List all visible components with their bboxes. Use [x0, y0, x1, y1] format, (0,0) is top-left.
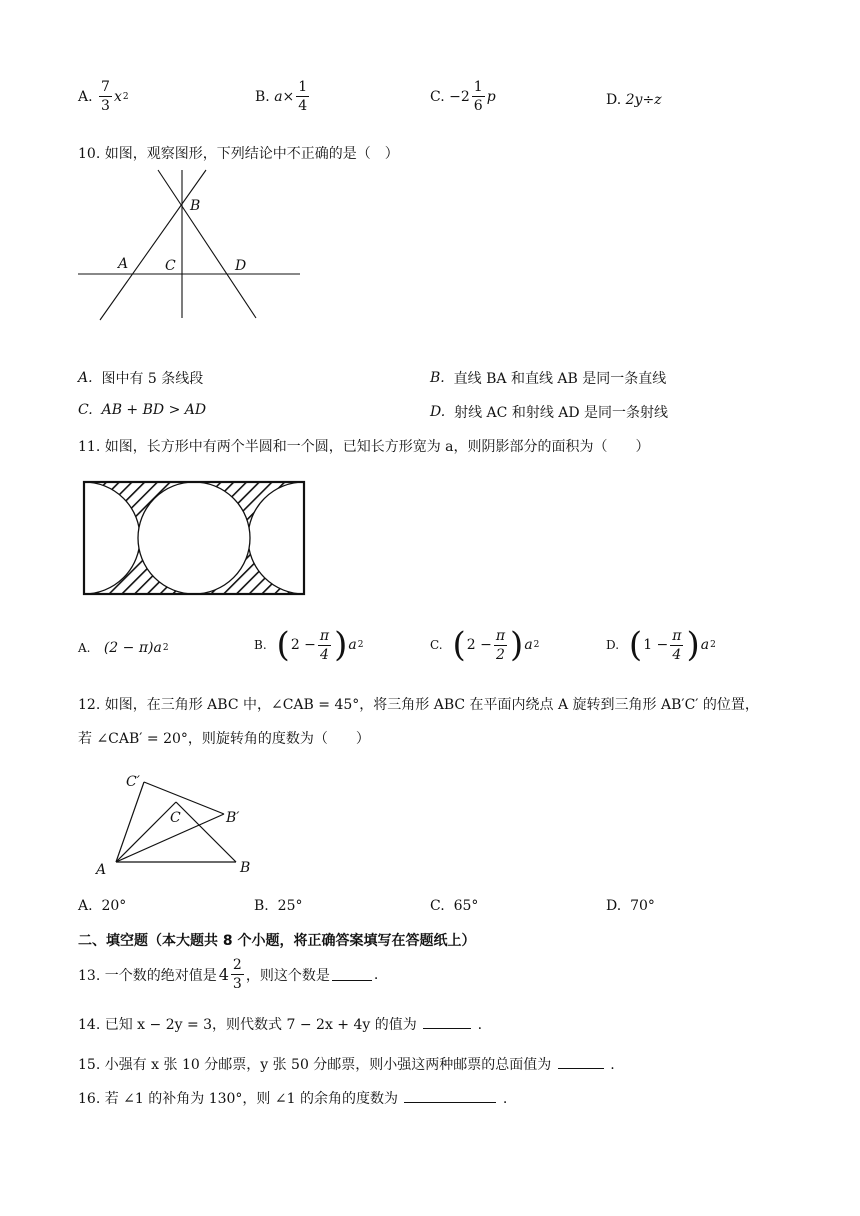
label-c: C	[165, 258, 176, 274]
answer-blank[interactable]	[332, 968, 372, 981]
q11-option-d-label: D.	[606, 638, 620, 652]
q16	[78, 1088, 507, 1108]
exponent: 2	[533, 640, 540, 650]
q10-option-a	[78, 368, 203, 388]
label-b: B	[240, 860, 251, 876]
denominator: 3	[101, 98, 110, 114]
variable: a	[524, 637, 533, 653]
q12-option-d-text: 70°	[630, 898, 655, 914]
expression: a×	[274, 88, 295, 105]
segment-ac-prime	[116, 782, 144, 862]
right-paren-icon: )	[510, 625, 524, 665]
denominator: 2	[495, 646, 505, 663]
q12-option-a	[78, 898, 126, 914]
q10-option-a-text: 图中有 5 条线段	[101, 371, 204, 387]
numerator: π	[495, 627, 506, 644]
q12-option-a-label: A.	[78, 898, 93, 914]
period: .	[373, 966, 379, 983]
q11-figure	[82, 480, 308, 598]
q11-option-b	[254, 625, 364, 665]
q11-option-a-label: A.	[78, 641, 91, 655]
q9-option-d-label: D.	[606, 92, 622, 108]
q10-figure	[76, 168, 306, 328]
label-c: C	[170, 810, 181, 826]
q12-option-b-label: B.	[254, 898, 269, 914]
variable: p	[486, 88, 496, 105]
q13-text: 13. 一个数的绝对值是	[78, 967, 217, 984]
variable: x	[113, 88, 122, 105]
line-ab	[100, 170, 206, 320]
exponent: 2	[357, 640, 364, 650]
q10-option-c-label: C.	[78, 402, 93, 418]
label-a: A	[96, 862, 107, 878]
numerator: π	[672, 627, 682, 644]
fraction	[472, 80, 485, 113]
q11-option-a	[78, 640, 169, 656]
label-d: D	[235, 258, 247, 274]
section-two-heading: 二、填空题（本大题共 8 个小题，将正确答案填写在答题纸上）	[78, 933, 476, 949]
fraction	[231, 958, 244, 991]
right-paren-icon: )	[334, 625, 348, 665]
q12-figure	[92, 770, 282, 880]
q9-option-b-label: B.	[255, 88, 270, 105]
q11-option-a-expression: (2 − π)a	[103, 640, 162, 656]
q13-text-post: ，则这个数是	[245, 967, 330, 984]
q10-option-c-text: AB + BD > AD	[101, 402, 207, 418]
label-b: B	[190, 198, 201, 214]
variable: a	[348, 637, 357, 653]
numerator: 2	[232, 957, 242, 973]
q15	[78, 1054, 615, 1074]
fraction	[296, 80, 309, 113]
q11-option-b-label: B.	[254, 638, 267, 652]
q11-option-d	[606, 625, 716, 665]
expression: 1 −	[643, 637, 669, 653]
numerator: 7	[101, 79, 110, 95]
period: .	[610, 1057, 615, 1073]
exponent: 2	[122, 91, 129, 102]
left-paren-icon: (	[276, 625, 290, 665]
q15-text: 15. 小强有 x 张 10 分邮票，y 张 50 分邮票，则小强这两种邮票的总面值为	[78, 1057, 552, 1073]
whole-number: 4	[218, 965, 229, 984]
q12-option-b-text: 25°	[277, 898, 303, 914]
expression: 2 −	[290, 637, 316, 653]
exponent: 2	[162, 643, 169, 653]
q12-option-c	[430, 898, 478, 914]
q11-option-c	[430, 625, 540, 665]
q13	[78, 958, 378, 991]
q12-option-a-text: 20°	[101, 898, 127, 914]
fraction	[494, 629, 507, 662]
denominator: 6	[473, 98, 483, 114]
q9-option-c-label: C.	[430, 88, 445, 105]
q10-stem: 10. 如图，观察图形，下列结论中不正确的是（ ）	[78, 146, 399, 162]
right-paren-icon: )	[686, 625, 700, 665]
denominator: 4	[298, 98, 308, 114]
q12-option-d	[606, 898, 655, 914]
segment-ac	[116, 802, 176, 862]
q9-option-d	[606, 92, 662, 108]
left-paren-icon: (	[628, 625, 643, 665]
answer-blank[interactable]	[404, 1090, 496, 1103]
answer-blank[interactable]	[558, 1056, 604, 1069]
denominator: 4	[672, 646, 682, 663]
whole-number: −2	[449, 88, 470, 105]
fraction	[99, 80, 112, 113]
line-bd	[158, 170, 256, 318]
variable: a	[700, 637, 710, 653]
q9-option-a	[78, 80, 129, 113]
q10-option-d	[430, 402, 668, 422]
fraction	[670, 629, 683, 662]
expression: 2y÷z	[625, 92, 662, 108]
expression: 2 −	[466, 637, 492, 653]
q9-option-b	[255, 80, 311, 113]
numerator: 1	[298, 79, 308, 95]
q10-option-b	[430, 368, 666, 388]
q12-option-c-text: 65°	[453, 898, 479, 914]
q12-option-b	[254, 898, 302, 914]
label-a: A	[118, 256, 129, 272]
q10-option-c	[78, 402, 206, 418]
q10-option-b-text: 直线 BA 和直线 AB 是同一条直线	[453, 371, 667, 387]
q12-stem-line1: 12. 如图，在三角形 ABC 中，∠CAB = 45°，将三角形 ABC 在平面内绕点 A 旋转到三角形 AB′C′ 的位置，	[78, 697, 759, 713]
exponent: 2	[710, 640, 716, 650]
label-c-prime: C′	[126, 774, 140, 790]
q10-option-d-text: 射线 AC 和射线 AD 是同一条射线	[454, 405, 669, 421]
q10-option-a-label: A.	[78, 370, 93, 386]
q9-option-c	[430, 80, 496, 113]
left-paren-icon: (	[452, 625, 466, 665]
q9-option-a-label: A.	[78, 88, 93, 105]
q10-option-d-label: D.	[430, 404, 446, 420]
label-b-prime: B′	[226, 810, 240, 826]
q12-stem-line2: 若 ∠CAB′ = 20°，则旋转角的度数为（ ）	[78, 731, 370, 747]
q10-option-b-label: B.	[430, 370, 445, 386]
denominator: 3	[232, 976, 242, 992]
denominator: 4	[320, 646, 329, 663]
q12-option-c-label: C.	[430, 898, 445, 914]
q14	[78, 1014, 482, 1034]
period: .	[502, 1091, 508, 1107]
fraction	[318, 629, 331, 662]
q16-text: 16. 若 ∠1 的补角为 130°，则 ∠1 的余角的度数为	[78, 1091, 398, 1107]
q11-stem: 11. 如图，长方形中有两个半圆和一个圆，已知长方形宽为 a，则阴影部分的面积为（ ）	[78, 439, 650, 455]
answer-blank[interactable]	[423, 1016, 471, 1029]
middle-circle	[138, 482, 250, 594]
q11-option-c-label: C.	[430, 638, 443, 652]
numerator: 1	[473, 79, 483, 95]
q14-text: 14. 已知 x − 2y = 3，则代数式 7 − 2x + 4y 的值为	[78, 1017, 417, 1033]
period: .	[477, 1017, 483, 1033]
numerator: π	[319, 627, 330, 644]
q12-option-d-label: D.	[606, 898, 622, 914]
